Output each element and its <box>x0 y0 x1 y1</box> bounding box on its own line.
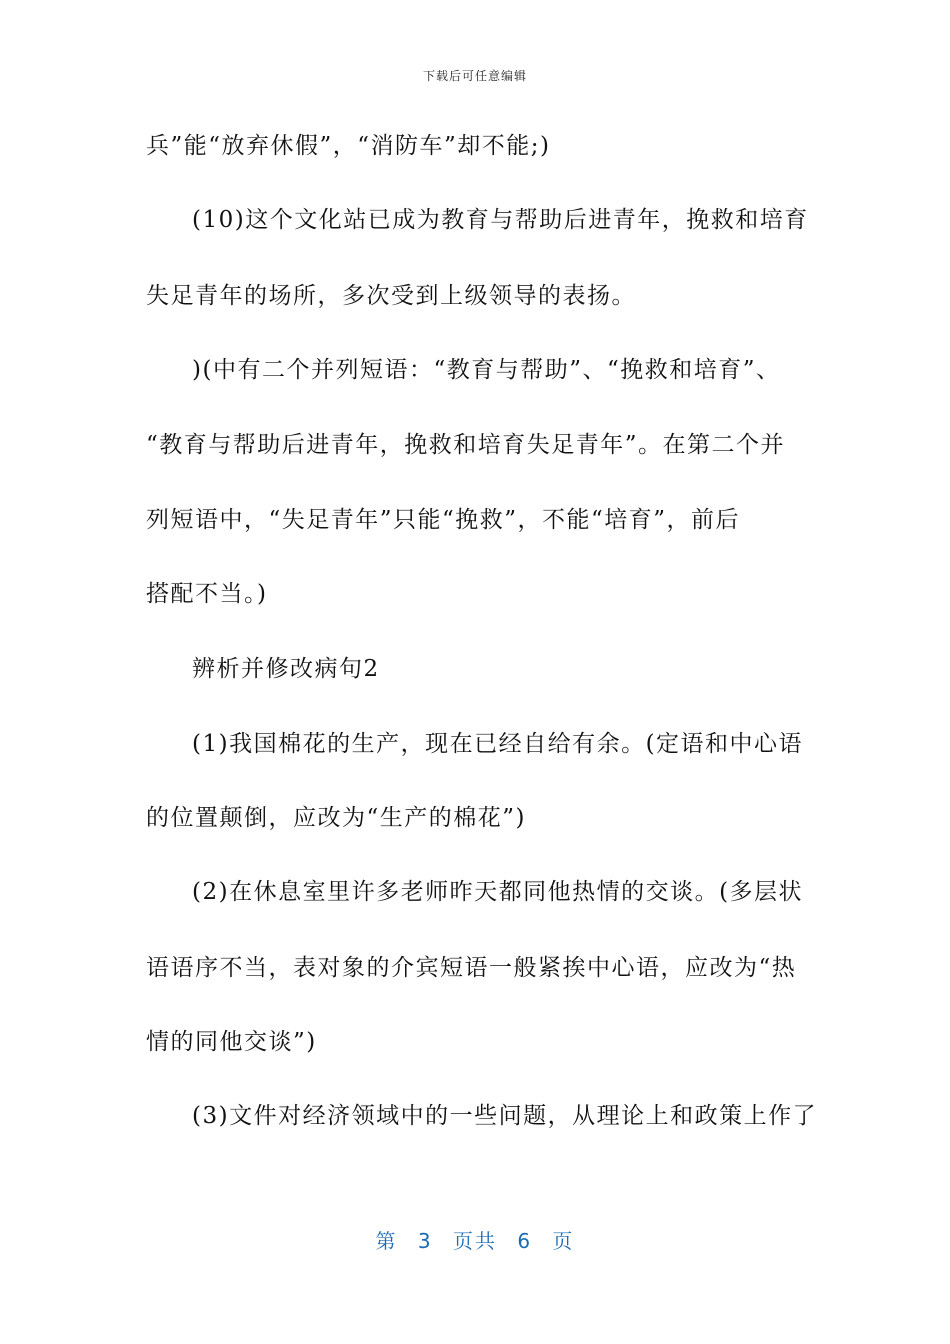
body-line: 语语序不当，表对象的介宾短语一般紧挨中心语，应改为“热 <box>146 955 797 981</box>
section-heading: 辨析并修改病句2 <box>192 656 380 682</box>
body-line: )(中有二个并列短语：“教育与帮助”、“挽救和培育”、 <box>192 357 781 383</box>
page-number-footer: 第 3 页共 6 页 <box>375 1229 575 1253</box>
body-line: (2)在休息室里许多老师昨天都同他热情的交谈。(多层状 <box>192 879 804 905</box>
page-header: 下载后可任意编辑 <box>422 69 527 83</box>
body-line: 列短语中，“失足青年”只能“挽救”，不能“培育”，前后 <box>146 507 741 533</box>
body-line: 情的同他交谈”) <box>146 1029 317 1055</box>
body-line: 兵”能“放弃休假”，“消防车”却不能;) <box>146 133 551 159</box>
body-line: “教育与帮助后进青年，挽救和培育失足青年”。在第二个并 <box>146 432 786 458</box>
body-line: 搭配不当。) <box>146 581 268 607</box>
body-line: (10)这个文化站已成为教育与帮助后进青年，挽救和培育 <box>192 207 809 233</box>
body-line: (3)文件对经济领域中的一些问题，从理论上和政策上作了 <box>192 1103 818 1129</box>
body-line: 的位置颠倒，应改为“生产的棉花”) <box>146 805 526 831</box>
body-line: 失足青年的场所，多次受到上级领导的表扬。 <box>146 283 636 309</box>
body-line: (1)我国棉花的生产，现在已经自给有余。(定语和中心语 <box>192 731 804 757</box>
